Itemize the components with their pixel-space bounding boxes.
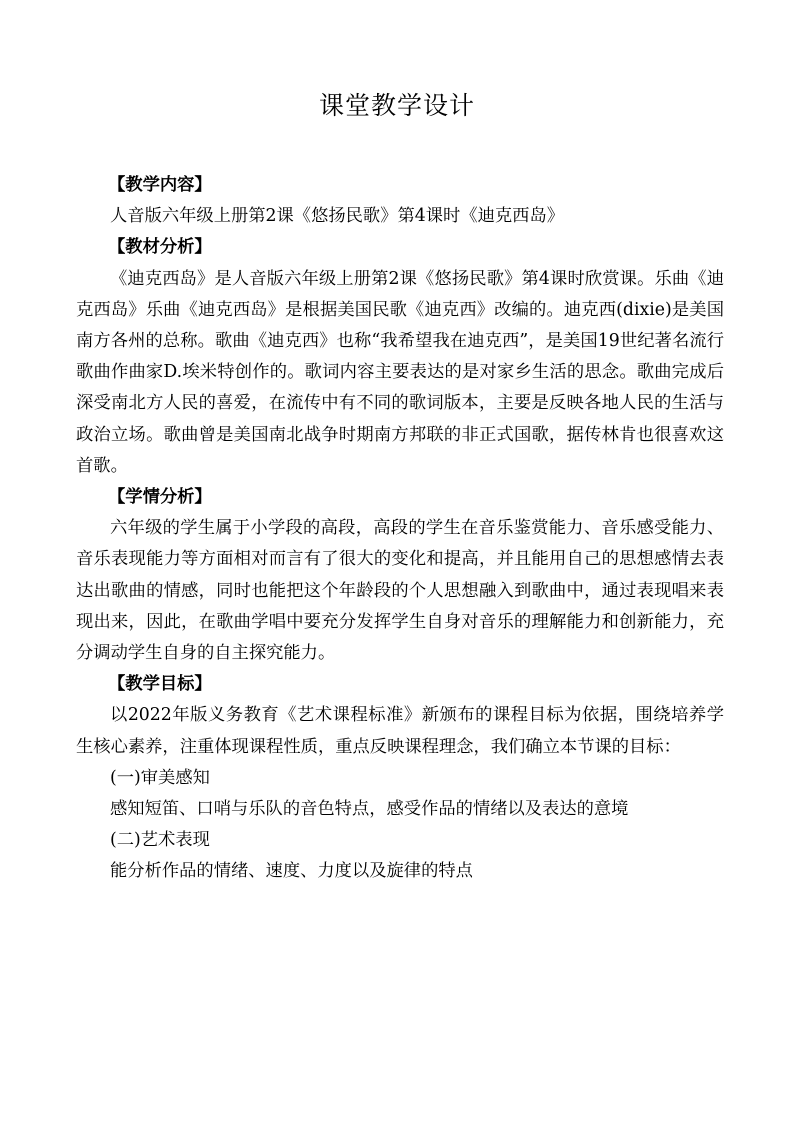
- goal-item-label: (二)艺术表现: [110, 830, 210, 851]
- content-text: 人音版六年级上册第2课《悠扬民歌》第4课时《迪克西岛》: [110, 206, 565, 227]
- document-body: [76, 170, 724, 888]
- goal-item-desc: 能分析作品的情绪、速度、力度以及旋律的特点: [110, 861, 473, 882]
- learners-text: 六年级的学生属于小学段的高段，高段的学生在音乐鉴赏能力、音乐感受能力、音乐表现能力等方面相对而言有了很大的变化和提高，并且能用自己的思想感情去表达出歌曲的情感，同时也能把这个年龄段的个人思想融入到歌曲中，通过表现唱来表现出来，因此，在歌曲学唱中要充分发挥学生自身对音乐的理解能力和创新能力，充分调动学生自身的自主探究能力。: [76, 518, 724, 664]
- section-heading-learners: 【学情分析】: [108, 487, 212, 508]
- document-title: 课堂教学设计: [318, 91, 475, 120]
- section-heading-analysis: 【教材分析】: [108, 237, 212, 258]
- goal-item-label: (一)审美感知: [110, 767, 210, 788]
- goal-item-desc: 感知短笛、口哨与乐队的音色特点，感受作品的情绪以及表达的意境: [110, 799, 629, 820]
- goals-text: 以2022年版义务教育《艺术课程标准》新颁布的课程目标为依据，围绕培养学生核心素养，注重体现课程性质，重点反映课程理念，我们确立本节课的目标：: [76, 705, 724, 757]
- analysis-text: 《迪克西岛》是人音版六年级上册第2课《悠扬民歌》第4课时欣赏课。乐曲《迪克西岛》乐曲《迪克西岛》是根据美国民歌《迪克西》改编的。迪克西(dixie)是美国南方各州的总称。歌曲《迪克西》也称“我希望我在迪克西”，是美国19世纪著名流行歌曲作曲家D.埃米特创作的。歌词内容主要表达的是对家乡生活的思念。歌曲完成后深受南北方人民的喜爱，在流传中有不同的歌词版本，主要是反映各地人民的生活与政治立场。歌曲曾是美国南北战争时期南方邦联的非正式国歌，据传林肯也很喜欢这首歌。: [76, 268, 724, 476]
- section-heading-content: 【教学内容】: [108, 175, 212, 195]
- section-heading-goals: 【教学目标】: [108, 674, 212, 695]
